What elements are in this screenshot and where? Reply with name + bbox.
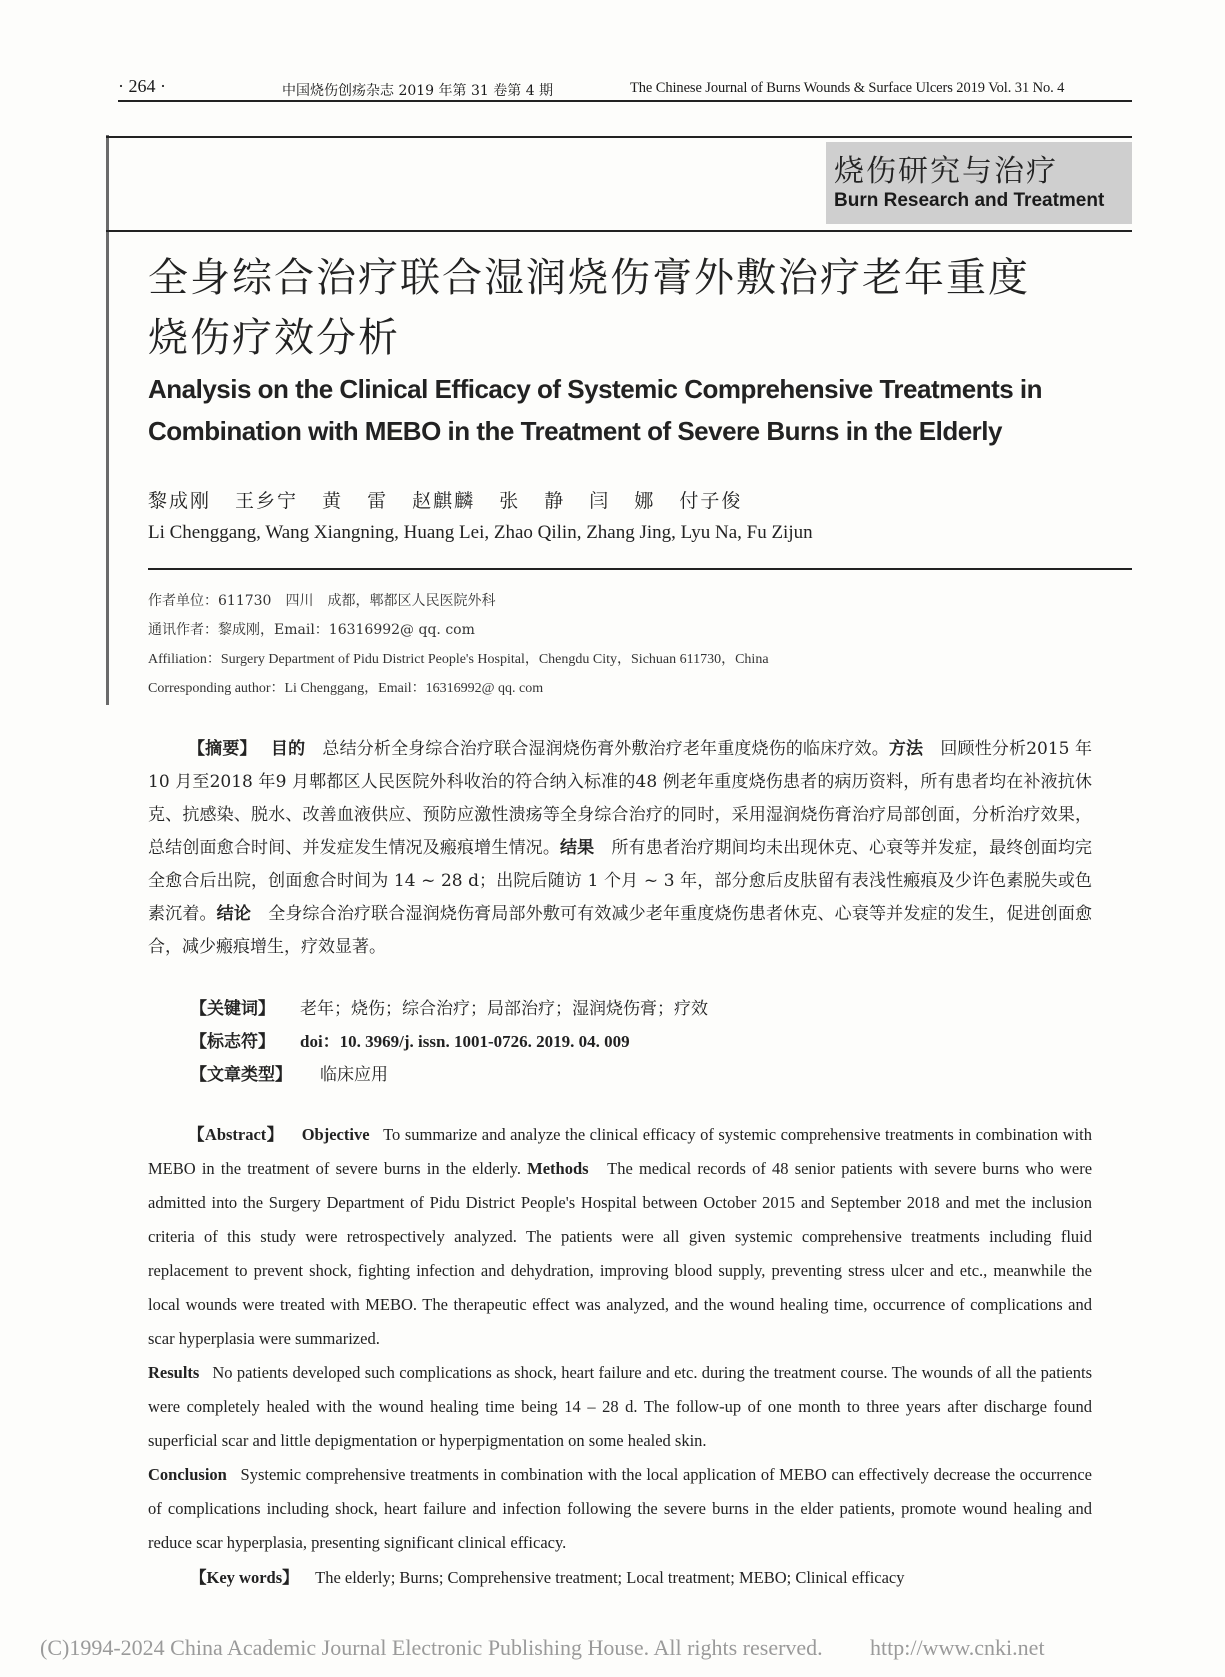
page-number: · 264 · [118, 76, 166, 96]
section-bottom-rule [106, 230, 1132, 232]
abstract-cn [148, 733, 1092, 964]
methods-label-en: Methods [527, 1159, 589, 1178]
conclusion-label-en: Conclusion [148, 1465, 227, 1484]
methods-label-cn: 方法 [888, 739, 924, 759]
article-title-cn-line2: 烧伤疗效分析 [148, 315, 400, 361]
doi-label: 【标志符】 [190, 1032, 275, 1052]
results-label-cn: 结果 [560, 838, 595, 858]
header-rule [118, 100, 1132, 102]
keywords-en: The elderly; Burns; Comprehensive treatment; Local treatment; MEBO; Clinical efficacy [315, 1568, 905, 1587]
results-text-en: No patients developed such complications as shock, heart failure and etc. during the treatment course. The wounds of all the patients were completely healed with the wound healing time being 14 – 28 d. The follow-up of one month to three years after discharge found superficial scar and little depigmentation or hyperpigmentation on some healed skin. [148, 1363, 1093, 1450]
results-label-en: Results [148, 1363, 200, 1382]
section-label-cn: 烧伤研究与治疗 [834, 154, 1058, 189]
footer-url[interactable]: http://www.cnki.net [870, 1635, 1045, 1660]
abstract-en-label: 【Abstract】 [188, 1125, 284, 1144]
keywords-cn-row [190, 994, 708, 1019]
article-type-label: 【文章类型】 [190, 1065, 292, 1085]
abstract-cn-label: 【摘要】 [188, 739, 249, 759]
keywords-cn: 老年；烧伤；综合治疗；局部治疗；湿润烧伤膏；疗效 [300, 999, 708, 1019]
authors-rule [148, 568, 1132, 570]
article-title-en [148, 368, 1148, 452]
article-type: 临床应用 [320, 1065, 388, 1085]
journal-header-en: The Chinese Journal of Burns Wounds & Surface Ulcers 2019 Vol. 31 No. 4 [630, 80, 1065, 96]
keywords-cn-label: 【关键词】 [190, 999, 275, 1019]
article-title-cn [148, 248, 1128, 368]
doi-row [190, 1027, 630, 1052]
results-text-cn: 所有患者治疗期间均未出现休克、心衰等并发症，最终创面均完全愈合后出院，创面愈合时间为 14 ~ 28 d；出院后随访 1 个月 ~ 3 年，部分愈后皮肤留有表浅性瘢痕及少许色素脱失或色素沉着。 [148, 838, 1093, 924]
corresponding-author-cn: 通讯作者：黎成刚，Email：16316992@ qq. com [148, 622, 475, 638]
objective-text-cn: 总结分析全身综合治疗联合湿润烧伤膏外敷治疗老年重度烧伤的临床疗效。 [322, 739, 889, 759]
abstract-en [148, 1118, 1092, 1560]
copyright-footer: (C)1994-2024 China Academic Journal Electronic Publishing House. All rights reserved. [40, 1635, 823, 1660]
conclusion-text-cn: 全身综合治疗联合湿润烧伤膏局部外敷可有效减少老年重度烧伤患者休克、心衰等并发症的发生，促进创面愈合，减少瘢痕增生，疗效显著。 [148, 904, 1093, 957]
keywords-en-row [190, 1564, 905, 1588]
article-title-en-line1: Analysis on the Clinical Efficacy of Systemic Comprehensive Treatments in [148, 374, 1043, 404]
article-type-row [190, 1060, 388, 1085]
article-title-en-line2: Combination with MEBO in the Treatment of Severe Burns in the Elderly [148, 416, 1002, 446]
section-top-rule [106, 136, 1132, 138]
doi-link[interactable]: doi：10. 3969/j. issn. 1001-0726. 2019. 04. 009 [300, 1032, 630, 1051]
objective-label-en: Objective [301, 1125, 370, 1144]
methods-text-cn: 回顾性分析2015 年10 月至2018 年9 月郫都区人民医院外科收治的符合纳入标准的48 例老年重度烧伤患者的病历资料，所有患者均在补液抗休克、抗感染、脱水、改善血液供应、预防应激性溃疡等全身综合治疗的同时，采用湿润烧伤膏治疗局部创面，分析治疗效果，总结创面愈合时间、并发症发生情况及瘢痕增生情况。 [148, 739, 1093, 858]
objective-text-en: To summarize and analyze the clinical efficacy of systemic comprehensive treatments in combination with MEBO in the treatment of severe burns in the elderly. [148, 1125, 1093, 1178]
affiliation-cn: 作者单位：611730 四川 成都，郫都区人民医院外科 [148, 593, 496, 609]
corresponding-author-en: Corresponding author：Li Chenggang，Email：16316992@ qq. com [148, 681, 544, 696]
affiliation-en: Affiliation：Surgery Department of Pidu District People's Hospital，Chengdu City，Sichuan 611730，China [148, 652, 769, 667]
section-label-en: Burn Research and Treatment [834, 190, 1105, 211]
keywords-en-label: 【Key words】 [190, 1568, 299, 1587]
authors-cn: 黎成刚 王乡宁 黄 雷 赵麒麟 张 静 闫 娜 付子俊 [148, 490, 743, 512]
methods-text-en: The medical records of 48 senior patients with severe burns who were admitted into the Surgery Department of Pidu District People's Hospital between October 2015 and September 2018 and met the inclusion criteria of this study were retrospectively analyzed. The patients were all given systemic comprehensive treatments including fluid replacement to prevent shock, fighting infection and dehydration, improving blood supply, preventing stress ulcer and etc., meanwhile the local wounds were treated with MEBO. The therapeutic effect was analyzed, and the wound healing time, occurrence of complications and scar hyperplasia were summarized. [148, 1159, 1093, 1348]
left-margin-bar [106, 135, 109, 705]
authors-en: Li Chenggang, Wang Xiangning, Huang Lei, Zhao Qilin, Zhang Jing, Lyu Na, Fu Zijun [148, 522, 813, 543]
objective-label-cn: 目的 [270, 739, 306, 759]
journal-header-cn: 中国烧伤创疡杂志 2019 年第 31 卷第 4 期 [282, 83, 554, 99]
article-title-cn-line1: 全身综合治疗联合湿润烧伤膏外敷治疗老年重度 [148, 255, 1030, 301]
conclusion-text-en: Systemic comprehensive treatments in combination with the local application of MEBO can effectively decrease the occurrence of complications including shock, heart failure and infection following the severe burns in the elder patients, promote wound healing and reduce scar hyperplasia, presenting significant clinical efficacy. [148, 1465, 1092, 1552]
conclusion-label-cn: 结论 [216, 904, 252, 924]
